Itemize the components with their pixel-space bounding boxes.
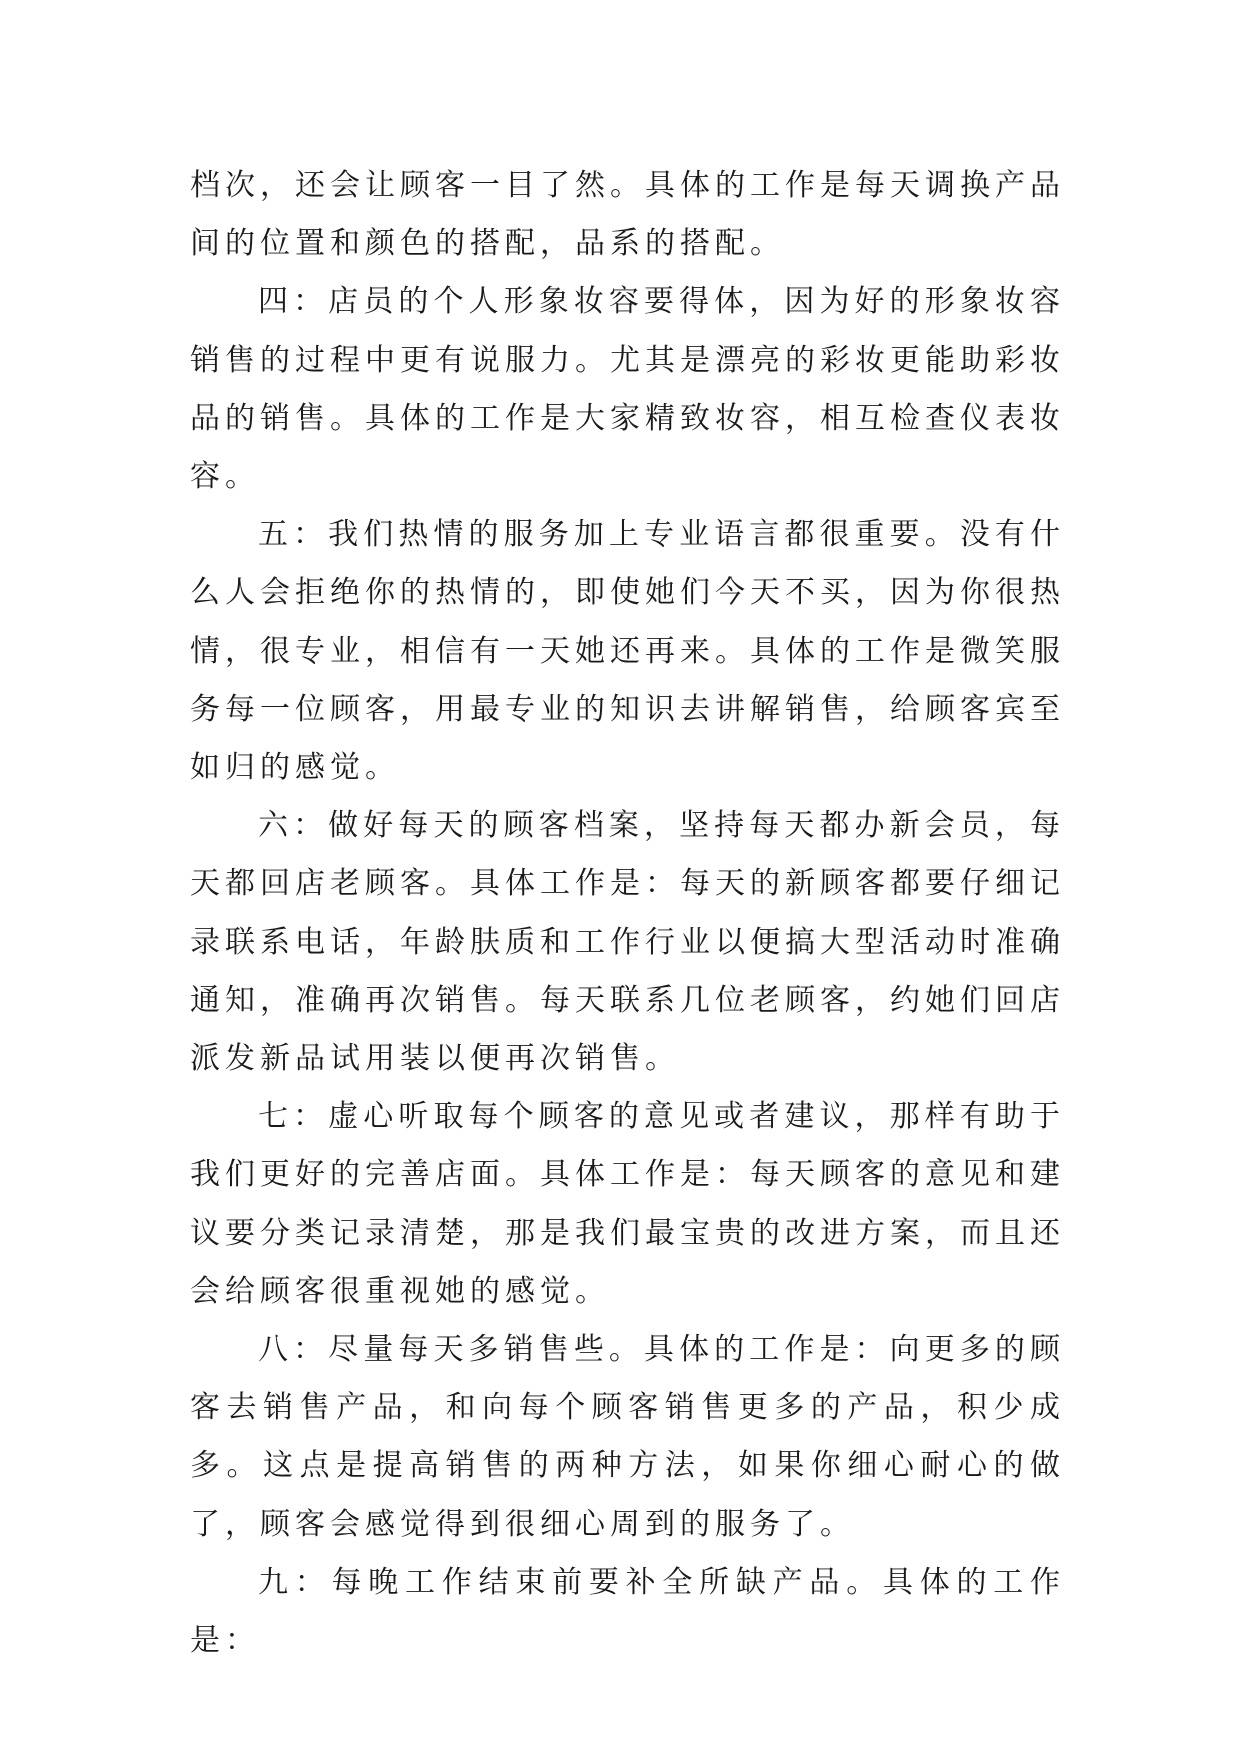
document-body (190, 157, 1065, 1670)
paragraph-item-6: 六：做好每天的顾客档案，坚持每天都办新会员，每天都回店老顾客。具体工作是：每天的新顾客都要仔细记录联系电话，年龄肤质和工作行业以便搞大型活动时准确通知，准确再次销售。每天联系几位老顾客，约她们回店派发新品试用装以便再次销售。 (190, 808, 1065, 1077)
paragraph-continuation: 档次，还会让顾客一目了然。具体的工作是每天调换产品间的位置和颜色的搭配，品系的搭配。 (190, 168, 1065, 262)
paragraph-item-8: 八：尽量每天多销售些。具体的工作是：向更多的顾客去销售产品，和向每个顾客销售更多的产品，积少成多。这点是提高销售的两种方法，如果你细心耐心的做了，顾客会感觉得到很细心周到的服务了。 (190, 1332, 1065, 1542)
paragraph-item-5: 五：我们热情的服务加上专业语言都很重要。没有什么人会拒绝你的热情的，即使她们今天不买，因为你很热情，很专业，相信有一天她还再来。具体的工作是微笑服务每一位顾客，用最专业的知识去讲解销售，给顾客宾至如归的感觉。 (190, 517, 1065, 786)
paragraph-item-4: 四：店员的个人形象妆容要得体，因为好的形象妆容销售的过程中更有说服力。尤其是漂亮的彩妆更能助彩妆品的销售。具体的工作是大家精致妆容，相互检查仪表妆容。 (190, 284, 1065, 495)
paragraph-item-7: 七：虚心听取每个顾客的意见或者建议，那样有助于我们更好的完善店面。具体工作是：每天顾客的意见和建议要分类记录清楚，那是我们最宝贵的改进方案，而且还会给顾客很重视她的感觉。 (190, 1099, 1065, 1309)
paragraph-item-9: 九：每晚工作结束前要补全所缺产品。具体的工作是： (190, 1564, 1065, 1659)
